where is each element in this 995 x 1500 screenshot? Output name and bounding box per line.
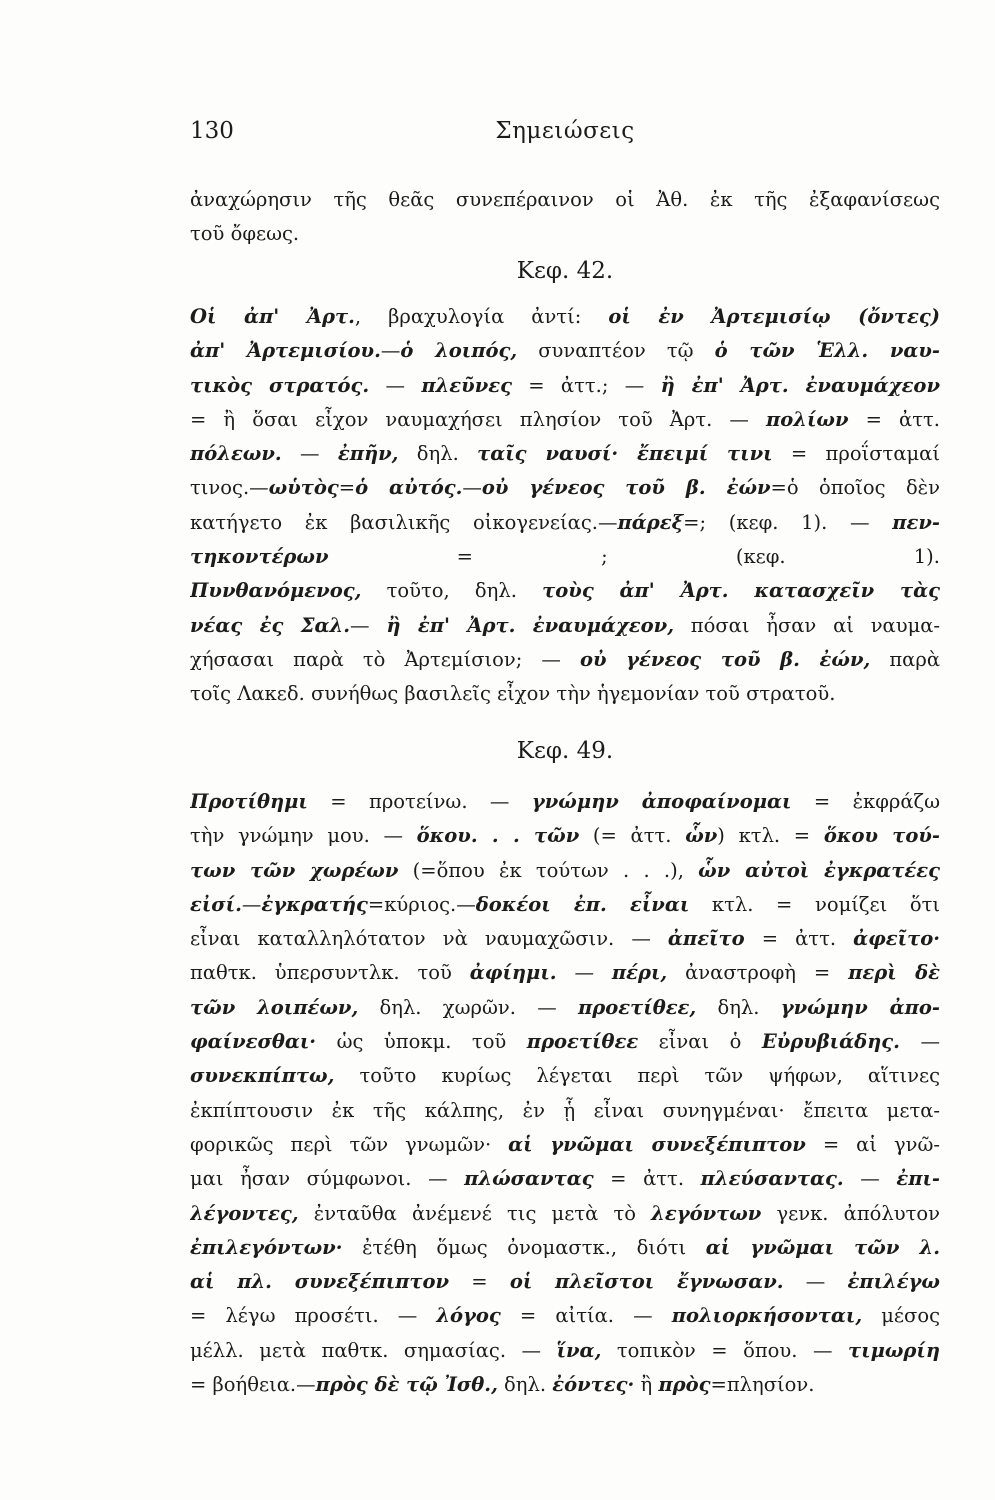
text-line (190, 785, 940, 819)
text-line (190, 1231, 940, 1265)
lemma-term: περὶ δὲ (848, 961, 940, 985)
lemma-term: φαίνεσθαι· (190, 1030, 317, 1054)
text-line (190, 956, 940, 990)
gloss-text: (= ἀττ. (579, 824, 686, 848)
gloss-text: ἢ (634, 1373, 659, 1397)
lemma-term: ἀφεῖτο· (853, 927, 940, 951)
gloss-text: εἶναι ὁ (638, 1030, 762, 1054)
lemma-term: ὁ λοιπός, (400, 339, 518, 363)
lemma-term: Προτίθημι (190, 790, 308, 813)
lemma-term: ἢ ἐπ' Ἀρτ. ἐναυμάχεον, (386, 613, 674, 637)
text-line (190, 403, 940, 437)
gloss-text: μέλλ. μετὰ παθτκ. σημασίας. — (190, 1338, 557, 1362)
gloss-text: = λέγω προσέτι. — (190, 1304, 437, 1328)
gloss-text: = ; (κεφ. 1). (328, 545, 940, 569)
lemma-term: νέας ἐς Σαλ. (190, 613, 351, 637)
chapter-49-notes (190, 785, 940, 1402)
lemma-term: λόγος (436, 1304, 501, 1328)
lemma-term: ἀπ' Ἀρτεμισίου. (190, 339, 381, 363)
lemma-term: ἀπεῖτο (667, 927, 745, 951)
lemma-term: πλεῦνες (421, 373, 512, 397)
lemma-term: ὁ τῶν Ἑλλ. ναυ- (714, 339, 940, 363)
text-line (190, 819, 940, 853)
lemma-term: πάρεξ (617, 510, 684, 534)
lemma-term: ἀφίημι. (469, 961, 557, 985)
gloss-text: — (241, 892, 262, 916)
text-line (190, 1197, 940, 1231)
lemma-term: λέγοντες, (190, 1201, 299, 1225)
lemma-term: τοὺς ἀπ' Ἀρτ. κατασχεῖν τὰς (542, 579, 940, 603)
page-header (190, 118, 940, 154)
text-line (190, 506, 940, 540)
lemma-term: των τῶν χωρέων (190, 858, 399, 882)
gloss-text: ἐνταῦθα ἀνέμενέ τις μετὰ τὸ (298, 1201, 652, 1225)
gloss-text: = βοήθεια.— (190, 1373, 316, 1397)
lemma-term: ωὑτὸς (268, 476, 339, 500)
lemma-term: αἱ γνῶμαι τῶν λ. (705, 1235, 940, 1259)
lemma-term: ἵνα, (556, 1338, 602, 1362)
text-line: τοῦ ὄφεως. (190, 222, 300, 246)
gloss-text: τοῦτο, δηλ. (361, 579, 543, 603)
lemma-term: Πυνθανόμενος, (190, 579, 362, 603)
gloss-text: δηλ. χωρῶν. — (358, 995, 579, 1019)
gloss-text: = ἀττ. (593, 1167, 701, 1191)
lemma-term: συνεκπίπτω, (190, 1064, 335, 1088)
gloss-text: — (281, 442, 338, 466)
lemma-term: τηκοντέρων (190, 545, 329, 569)
gloss-text: = ἀττ. (744, 927, 854, 951)
lemma-term: τῶν λοιπέων, (190, 995, 359, 1019)
gloss-text: συναπτέον τῷ (517, 339, 715, 363)
gloss-text: τοῦτο κυρίως λέγεται περὶ τῶν ψήφων, αἵτινες (334, 1064, 940, 1088)
gloss-text: = αἰτία. — (500, 1304, 672, 1328)
lemma-term: πέρι, (611, 961, 668, 985)
lemma-term: ὁ αὐτός. (355, 476, 463, 500)
gloss-text: πόσαι ἦσαν αἱ ναυμα- (674, 613, 940, 637)
gloss-text: δηλ. (696, 995, 781, 1019)
gloss-text: =πλησίον. (710, 1373, 815, 1397)
gloss-text: χήσασαι παρὰ τὸ Ἀρτεμίσιον; — (190, 647, 580, 671)
lemma-term: ὅκου τού- (823, 824, 940, 848)
lemma-term: ἐπῆν, (337, 442, 399, 466)
lemma-term: αἱ γνῶμαι συνεξέπιπτον (508, 1132, 806, 1156)
lemma-term: οἱ πλεῖστοι ἔγνωσαν. (509, 1270, 784, 1294)
text-line (190, 922, 940, 956)
lemma-term: γνώμην ἀπο- (780, 995, 940, 1019)
gloss-text: — (350, 613, 387, 637)
gloss-text: ὡς ὑποκμ. τοῦ (316, 1030, 527, 1054)
gloss-text: κατήγετο ἐκ βασιλικῆς οἰκογενείας.— (190, 510, 618, 534)
lemma-term: πρὸς (658, 1373, 711, 1397)
lemma-term: πολιορκήσονται, (671, 1304, 863, 1328)
gloss-text: = ἐκφράζω (791, 790, 940, 813)
gloss-text: =; (κεφ. 1). — (683, 510, 893, 534)
lemma-term: πλεύσαντας. (700, 1167, 844, 1191)
gloss-text: , βραχυλογία ἀντί: (354, 305, 609, 328)
gloss-text: ἐτέθη ὅμως ὀνομαστκ., διότι (342, 1235, 706, 1259)
text-line (190, 300, 940, 334)
lemma-term: ὧν αὐτοὶ ἐγκρατέες (698, 858, 940, 882)
lemma-term: ἐγκρατής (261, 892, 368, 916)
gloss-text: — (783, 1270, 848, 1294)
text-line (190, 1059, 940, 1093)
text-line: ἀναχώρησιν τῆς θεᾶς συνεπέραινον οἱ Ἀθ. ἐκ τῆς ἐξαφανίσεως (190, 188, 940, 211)
text-line (190, 437, 940, 471)
chapter-heading: Κεφ. 42. (516, 258, 614, 284)
text-line (190, 1094, 940, 1128)
lemma-term: πεν- (892, 510, 940, 534)
gloss-text: = αἱ γνῶ- (805, 1132, 940, 1156)
text-line (190, 1128, 940, 1162)
gloss-text: — (899, 1030, 940, 1054)
intro-paragraph (190, 183, 940, 252)
text-line (190, 334, 940, 368)
lemma-term: Εὐρυβιάδης. (761, 1030, 900, 1054)
text-line (190, 1025, 940, 1059)
text-line (190, 540, 940, 574)
lemma-term: ἐόντες· (552, 1373, 635, 1397)
gloss-text: = (338, 476, 356, 500)
gloss-text: παθτκ. ὑπερσυντλκ. τοῦ (190, 961, 470, 985)
gloss-text: ἀναστροφὴ = (667, 961, 849, 985)
lemma-term: πλώσαντας (464, 1167, 594, 1191)
page-number: 130 (190, 118, 234, 144)
lemma-term: ἐπι- (896, 1167, 940, 1191)
lemma-term: ταῖς ναυσί· ἔπειμί τινι (477, 442, 773, 466)
lemma-term: ὅκου. . . τῶν (416, 824, 580, 848)
text-line (190, 574, 940, 608)
gloss-text: — (556, 961, 612, 985)
gloss-text: — (369, 373, 422, 397)
lemma-term: πόλεων. (190, 442, 282, 466)
gloss-text: = προτείνω. — (307, 790, 532, 813)
chapter-42-notes (190, 300, 940, 712)
text-line (190, 609, 940, 643)
lemma-term: Οἱ ἀπ' Ἀρτ. (190, 305, 355, 328)
lemma-term: πολίων (766, 407, 849, 431)
gloss-text: = ἀττ. (848, 407, 940, 431)
lemma-term: ἐπιλέγω (847, 1270, 940, 1294)
gloss-text: δηλ. (398, 442, 478, 466)
lemma-term: δοκέοι ἐπ. εἶναι (475, 892, 690, 916)
lemma-term: προετίθεε (526, 1030, 639, 1054)
lemma-term: ἢ ἐπ' Ἀρτ. ἐναυμάχεον (660, 373, 940, 397)
text-line (190, 369, 940, 403)
lemma-term: οἱ ἐν Ἀρτεμισίῳ (ὄντες) (608, 305, 940, 328)
gloss-text: (=ὅπου ἐκ τούτων . . .), (398, 858, 699, 882)
gloss-text: =ὁ ὁποῖος δὲν (770, 476, 940, 500)
lemma-term: τιμωρίη (848, 1338, 940, 1362)
gloss-text: μέσος (862, 1304, 940, 1328)
gloss-text: — (843, 1167, 897, 1191)
gloss-text: εἶναι καταλληλότατον νὰ ναυμαχῶσιν. — (190, 927, 668, 951)
text-line (190, 1299, 940, 1333)
lemma-term: λεγόντων (651, 1201, 762, 1225)
chapter-heading: Κεφ. 49. (516, 738, 614, 764)
gloss-text: παρὰ (870, 647, 940, 671)
gloss-text: τοῖς Λακεδ. συνήθως βασιλεῖς εἶχον τὴν ἡγεμονίαν τοῦ στρατοῦ. (190, 682, 836, 706)
gloss-text: — (380, 339, 401, 363)
text-line (190, 991, 940, 1025)
lemma-term: ὧν (685, 824, 718, 848)
lemma-term: εἰσί. (190, 892, 242, 916)
gloss-text: = (449, 1270, 510, 1294)
text-line (190, 1265, 940, 1299)
gloss-text: φορικῶς περὶ τῶν γνωμῶν· (190, 1132, 509, 1156)
gloss-text: δηλ. (497, 1373, 553, 1397)
gloss-text: ἐκπίπτουσιν ἐκ τῆς κάλπης, ἐν ᾗ εἶναι συνηγμέναι· ἔπειτα μετα- (190, 1098, 940, 1122)
text-line (190, 1334, 940, 1368)
gloss-text: — (462, 476, 482, 500)
gloss-text: τοπικὸν = ὅπου. — (601, 1338, 849, 1362)
lemma-term: ἐπιλεγόντων· (190, 1235, 343, 1259)
lemma-term: γνώμην ἀποφαίνομαι (531, 790, 792, 813)
text-line (190, 888, 940, 922)
text-line (190, 643, 940, 677)
text-line (190, 854, 940, 888)
gloss-text: =κύριος.— (367, 892, 476, 916)
lemma-term: πρὸς δὲ τῷ Ἰσθ., (315, 1373, 498, 1397)
lemma-term: προετίθεε, (578, 995, 697, 1019)
gloss-text: κτλ. = νομίζει ὅτι (689, 892, 940, 916)
gloss-text: = προΐσταμαί (772, 442, 940, 466)
gloss-text: γενκ. ἀπόλυτον (761, 1201, 940, 1225)
lemma-term: αἱ πλ. συνεξέπιπτον (190, 1270, 450, 1294)
text-line (190, 1162, 940, 1196)
gloss-text: = ἢ ὅσαι εἶχον ναυμαχήσει πλησίον τοῦ Ἀρτ. — (190, 407, 767, 431)
lemma-term: οὐ γένεος τοῦ β. ἐών (481, 476, 771, 500)
lemma-term: τικὸς στρατός. (190, 373, 370, 397)
gloss-text: μαι ἦσαν σύμφωνοι. — (190, 1167, 465, 1191)
text-line (190, 471, 940, 505)
text-line (190, 677, 940, 711)
gloss-text: ) κτλ. = (717, 824, 824, 848)
lemma-term: οὐ γένεος τοῦ β. ἐών, (579, 647, 871, 671)
gloss-text: τὴν γνώμην μου. — (190, 824, 417, 848)
running-title: Σημειώσεις (495, 118, 635, 144)
gloss-text: = ἀττ.; — (511, 373, 661, 397)
gloss-text: τινος.— (190, 476, 269, 500)
text-line (190, 1368, 940, 1402)
